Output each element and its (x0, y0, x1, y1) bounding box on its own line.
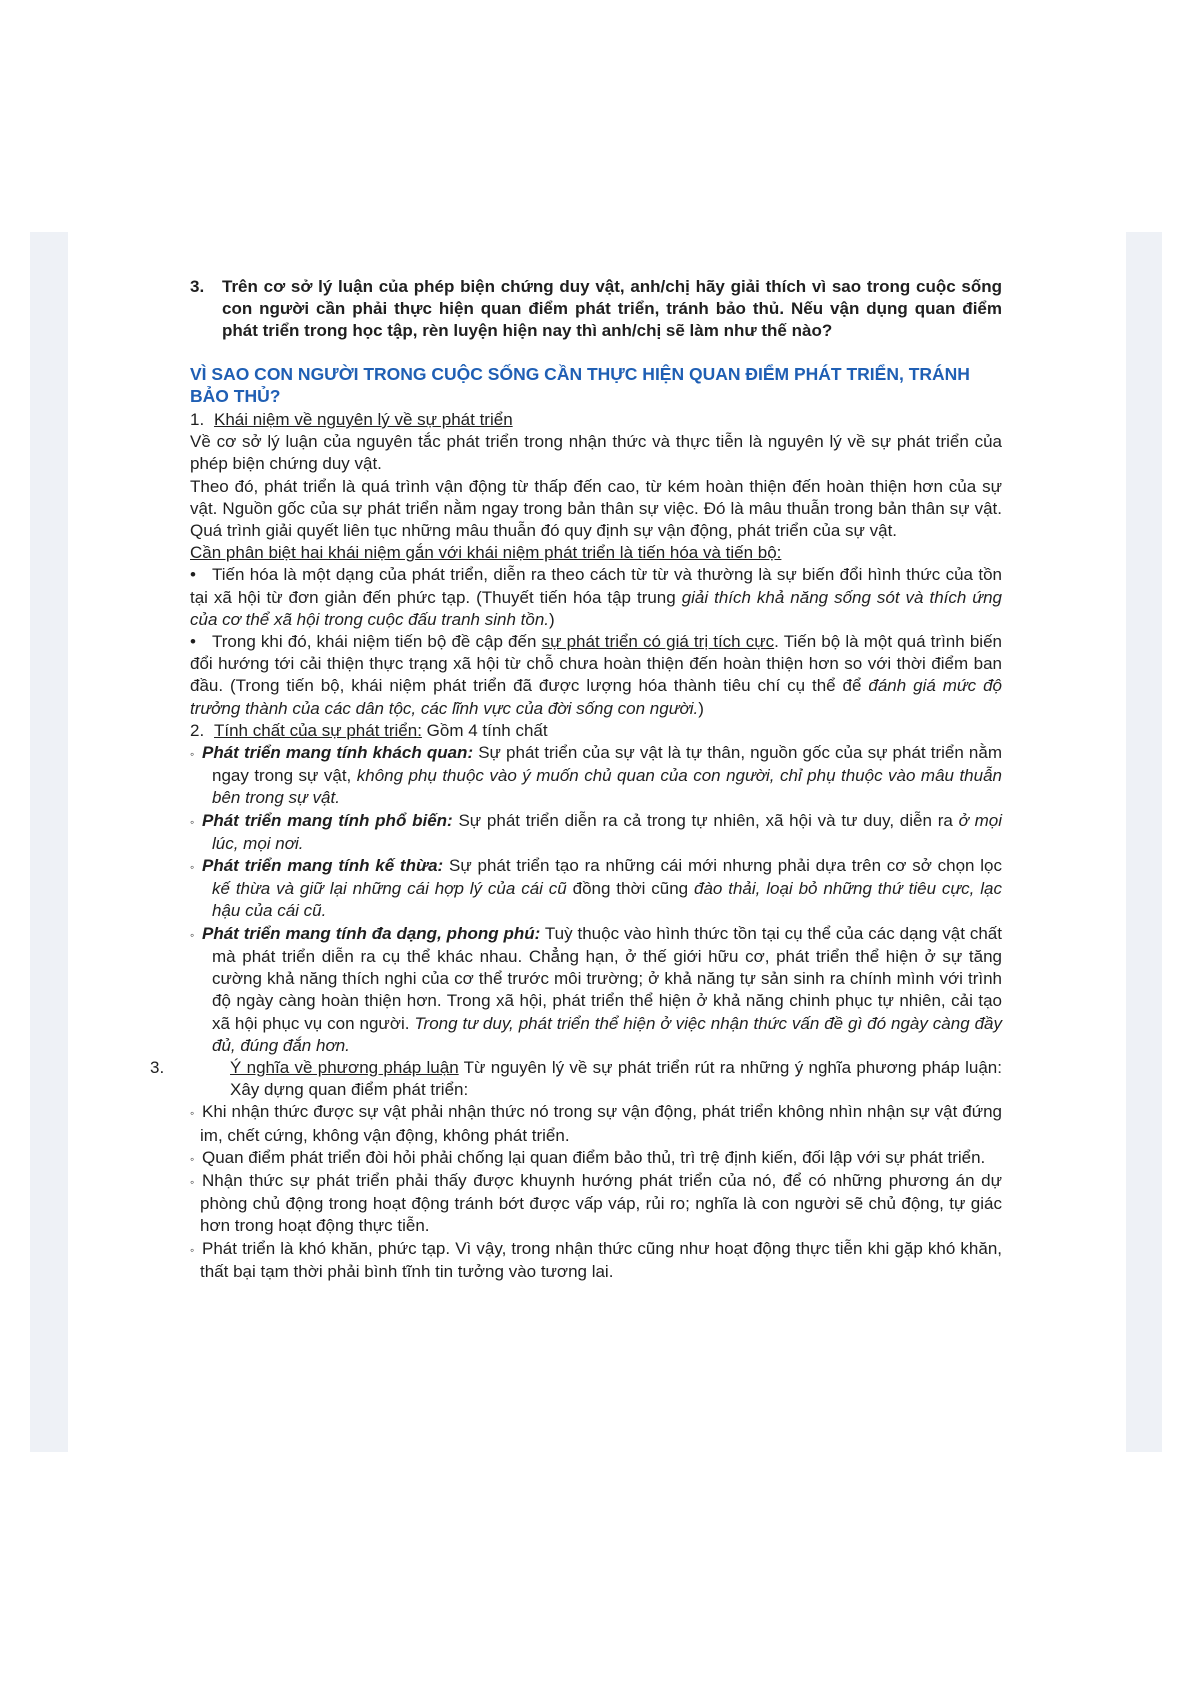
section-2-after: Gồm 4 tính chất (421, 720, 548, 740)
section-3-after: Từ nguyên lý về sự phát triển rút ra những ý nghĩa phương pháp luận: Xây dựng quan điểm phát triển: (230, 1057, 1002, 1100)
bullet-underlined: sự phát triển có giá trị tích cực (541, 632, 775, 652)
method-text: Nhận thức sự phát triển phải thấy được khuynh hướng phát triển của nó, để có những phương án dự phòng chủ động trong hoạt động tránh bớt được vấp váp, rủi ro; nghĩa là con người sẽ chủ động, tự giác hơn trong hoạt động thực tiễn. (200, 1170, 1002, 1236)
circle-bullet-icon: ◦ (190, 1151, 195, 1166)
question-text: Trên cơ sở lý luận của phép biện chứng duy vật, anh/chị hãy giải thích vì sao trong cuộc sống con người cần phải thực hiện quan điểm phát triển, tránh bảo thủ. Nếu vận dụng quan điểm phát triển trong học tập, rèn luyện hiện nay thì anh/chị sẽ làm như thế nào? (222, 277, 1002, 341)
property-item (190, 855, 1002, 923)
method-text: Phát triển là khó khăn, phức tạp. Vì vậy, trong nhận thức cũng như hoạt động thực tiễn khi gặp khó khăn, thất bại tạm thời phải bình tĩnh tin tưởng vào tương lai. (200, 1238, 1002, 1281)
section-1-paragraph: Về cơ sở lý luận của nguyên tắc phát triển trong nhận thức và thực tiễn là nguyên lý về sự phát triển của phép biện chứng duy vật. (190, 432, 1002, 474)
question (190, 276, 1002, 343)
page-frame-left (30, 232, 68, 1452)
bullet-text: Tiến hóa là một dạng của phát triển, diễn ra theo cách từ từ và thường là sự biến đổi hình thức của tồn tại xã hội từ đơn giản đến phức tạp. (Thuyết tiến hóa tập trung (190, 565, 1002, 607)
property-item (190, 742, 1002, 810)
circle-bullet-icon: ◦ (190, 860, 195, 875)
method-text: Khi nhận thức được sự vật phải nhận thức nó trong sự vận động, phát triển không nhìn nhận sự vật đứng im, chết cứng, không vận động, không phát triển. (200, 1102, 1002, 1145)
circle-bullet-icon: ◦ (190, 1106, 195, 1121)
property-italic: ở mọi lúc, mọi nơi. (212, 810, 1002, 853)
bullet-dot: • (190, 565, 196, 585)
bullet-progress (190, 631, 1002, 720)
bullet-text: . Tiến bộ là một quá trình biến đổi hướng tới cải thiện thực trạng xã hội từ chỗ chưa hoàn thiện đến hoàn thiện hơn so với thời điểm ban đầu. (Trong tiến bộ, khái niệm phát triển đã được lượng hóa thành tiêu chí cụ thể để (190, 632, 1002, 696)
section-2-title (190, 720, 1002, 742)
document-page (150, 276, 1002, 1283)
bullet-evolution (190, 564, 1002, 631)
method-item (190, 1147, 1002, 1170)
property-title: Phát triển mang tính phổ biến: (202, 810, 453, 830)
property-title: Phát triển mang tính khách quan: (202, 743, 474, 763)
circle-bullet-icon: ◦ (190, 747, 195, 762)
section-2-title-text: Tính chất của sự phát triển: (214, 720, 422, 740)
bullet-text: Trong khi đó, khái niệm tiến bộ đề cập đến (212, 632, 542, 652)
property-italic: không phụ thuộc vào ý muốn chủ quan của con người, chỉ phụ thuộc vào mâu thuẫn bên trong sự vật. (212, 766, 1002, 808)
property-text: Tuỳ thuộc vào hình thức tồn tại cụ thể của các dạng vật chất mà phát triển diễn ra cụ thể khác nhau. Chẳng hạn, ở thế giới hữu cơ, phát triển thể hiện ở sự tăng cường khả năng thích nghi của cơ thể trước môi trường; ở khả năng tự sản sinh ra chính mình với trình độ ngày càng hoàn thiện hơn. Trong xã hội, phát triển thể hiện ở khả năng chinh phục tự nhiên, cải tạo xã hội phục vụ con người. (212, 923, 1002, 1033)
circle-bullet-icon: ◦ (190, 1174, 195, 1189)
question-number: 3. (190, 277, 205, 296)
property-text: đồng thời cũng (566, 879, 695, 899)
method-item (190, 1101, 1002, 1146)
section-3-title (150, 1057, 1002, 1101)
property-item (190, 810, 1002, 855)
section-1-distinction: Cần phân biệt hai khái niệm gắn với khái niệm phát triển là tiến hóa và tiến bộ: (190, 543, 782, 563)
section-3-title-text: Ý nghĩa về phương pháp luận (230, 1057, 459, 1077)
section-2-number: 2. (190, 720, 205, 740)
circle-bullet-icon: ◦ (190, 927, 195, 942)
property-title: Phát triển mang tính đa dạng, phong phú: (202, 923, 541, 943)
property-text: Sự phát triển diễn ra cả trong tự nhiên, xã hội và tư duy, diễn ra (452, 810, 959, 830)
property-text: Sự phát triển tạo ra những cái mới nhưng phải dựa trên cơ sở chọn lọc (443, 856, 1002, 876)
bullet-close: ) (698, 698, 704, 718)
page-frame-right (1126, 232, 1162, 1452)
section-heading: VÌ SAO CON NGƯỜI TRONG CUỘC SỐNG CẦN THỰC HIỆN QUAN ĐIỂM PHÁT TRIỂN, TRÁNH BẢO THỦ? (190, 363, 970, 406)
method-text: Quan điểm phát triển đòi hỏi phải chống lại quan điểm bảo thủ, trì trệ định kiến, đối lập với sự phát triển. (202, 1147, 986, 1167)
circle-bullet-icon: ◦ (190, 1242, 195, 1257)
section-1-title (190, 409, 1002, 431)
circle-bullet-icon: ◦ (190, 814, 195, 829)
property-item (190, 923, 1002, 1057)
bullet-italic: đánh giá mức độ trưởng thành của các dân tộc, các lĩnh vực của đời sống con người. (190, 676, 1002, 718)
bullet-dot: • (190, 632, 196, 652)
method-item (190, 1170, 1002, 1238)
method-item (190, 1238, 1002, 1283)
section-3-number: 3. (150, 1057, 165, 1077)
property-italic: đào thải, loại bỏ những thứ tiêu cực, lạc hậu của cái cũ. (212, 879, 1002, 921)
property-text: Sự phát triển của sự vật là tự thân, nguồn gốc của sự phát triển nằm ngay trong sự vật, (212, 743, 1002, 786)
bullet-italic: giải thích khả năng sống sót và thích ứng của cơ thể xã hội trong cuộc đấu tranh sinh tồn. (190, 587, 1002, 629)
section-1-title-text: Khái niệm về nguyên lý về sự phát triển (214, 410, 513, 430)
section-1-number: 1. (190, 410, 205, 430)
property-title: Phát triển mang tính kế thừa: (202, 856, 444, 876)
section-1-paragraph: Theo đó, phát triển là quá trình vận động từ thấp đến cao, từ kém hoàn thiện đến hoàn thiện hơn của sự vật. Nguồn gốc của sự phát triển nằm ngay trong bản thân sự việc. Đó là mâu thuẫn trong bản thân sự vật. Quá trình giải quyết liên tục những mâu thuẫn đó quy định sự vận động, phát triển của sự vật. (190, 476, 1002, 541)
property-italic: Trong tư duy, phát triển thể hiện ở việc nhận thức vấn đề gì đó ngày càng đầy đủ, đúng đắn hơn. (212, 1013, 1002, 1055)
bullet-close: ) (549, 609, 555, 629)
property-italic: kế thừa và giữ lại những cái hợp lý của cái cũ (212, 879, 567, 899)
